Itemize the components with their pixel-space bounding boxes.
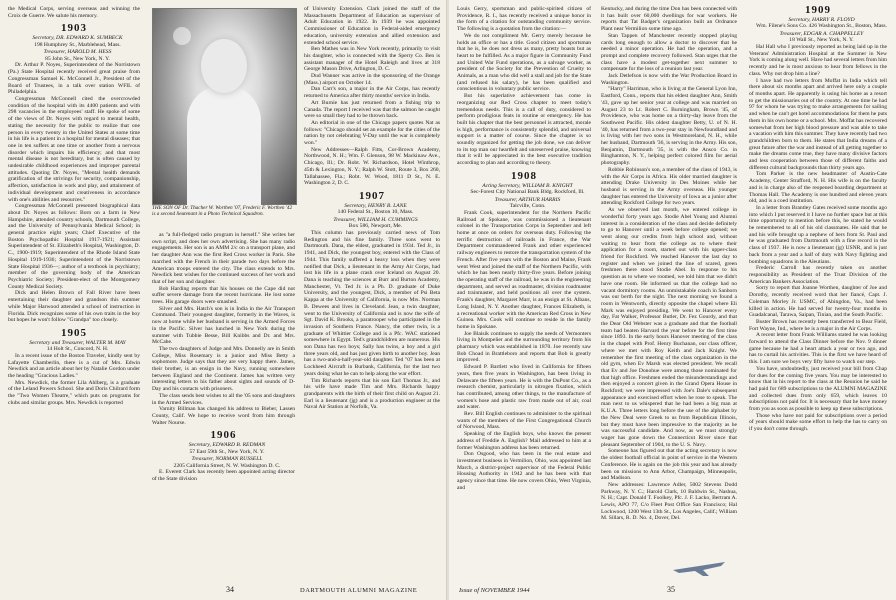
paragraph: Congressman McConnell presented biographical data about Dr. Noyes as follows: Born on a farm in New Hampshire, attended country schools, Dartmouth College, and the University of Pennsylvania Medical School; in general practice eight years; Chief Executive of the Boston Psychopathic Hospital 1917-1921; Assistant Superintendent of St. Elizabeth's Hospital, Washington, D. C., 1900-1919; Superintendent of the Rhode Island State Hospital 1919-1936; Superintendent of the Norristown State Hospital 1936—; author of a textbook in psychiatry; member of the governing body of the American Psychiatric Society; President-elect of the Montgomery County Medical Society. — [8, 203, 142, 290]
paragraph: Rev. Bill English continues to administer to the spiritual wants of the members of the First Congregational Church of Norwood, Mass. — [457, 411, 593, 431]
paragraph: of University Extension. Clark joined the staff of the Massachusetts Department of Education as supervisor of Adult Education in 1922. In 1939 he was appointed Commissioner of Education in Federal-aided emergency education, university extension and allied extension and extended school service. — [304, 6, 442, 46]
secretary-line: Secretary, HENRY B. LANE — [344, 202, 407, 209]
secretary-line: Secretary and Treasurer, WALTER M. MAY — [29, 339, 126, 346]
secretary-line: Acting Secretary, WILLIAM B. KNIGHT — [482, 182, 573, 189]
paragraph: Dud Wanner was active in the sponsoring of the Orange (Mass.) airport on October 14. — [304, 73, 442, 86]
photo-caption: THE SON OF Dr. Thacher W. Worthen '07, Frederic F. Worthen '42 is a second lieutenant in a Photo Technical Squadron. — [152, 205, 293, 218]
paragraph: Don Osgood, who has been in the real estate and investment business in Vermilion, Ohio, was appointed last March, a district-project supervisor of the Federal Public Housing Authority in 1942 and he has been with that agency since that time. He now covers Ohio, West Virginia, and — [457, 451, 593, 491]
secretary-address: Wm. Filene's Sons Co. 426 Washington St., Boston, Mass. — [756, 23, 887, 30]
paragraph: Jack Detlefson is now with the War Production Board in Washington. — [601, 73, 739, 86]
paragraph: Sorry to report that Joanne Worthen, daughter of Joe and Dorothy, recently received word that her fiancé, Capt. J. Coleman Morley Jr. USMC, of Abingdon, Va., had been killed in action. He had served for twenty-four months in Guadalcanal, Tarawa, Saipan, Tinian, and the South Pacific. — [749, 285, 889, 319]
treasurer-address: 85 John St., New York, N. Y. — [45, 55, 110, 62]
secretary-line: Secretary, HARRY R. FLOYD — [788, 16, 855, 23]
page-number-left: 34 — [226, 585, 234, 594]
paragraph: An editorial in one of the Chicago papers quotes Nat as follows: "Chicago should set an example for the cities of the nation by not celebrating V-Day until the war is completely won." — [304, 119, 442, 147]
photo-figure-body — [187, 85, 261, 205]
treasurer-line: Treasurer, NORMAN RUSSELL — [191, 456, 263, 463]
paragraph: Kentucky, and during the time Don has been connected with it has built over 60,000 dwellings for war workers. He reports that Tat Badger's organization built an Ordnance Plant near Vermilion some time ago. — [601, 6, 739, 33]
secretary-address: 14 Holt St., Concord, N. H. — [46, 346, 109, 353]
paragraph: The class sends best wishes to all the '05 sons and daughters in the Armed Services. — [152, 392, 297, 406]
treasurer-address: 18 Wall St., New York, N. Y. — [789, 37, 854, 44]
right-column-1 — [457, 6, 591, 491]
paragraph: Mrs. Newdick, the former Lila Ahlberg, is a graduate of the Leland Powers School. She and Doris Chilrard form the "Two Women Theatre," which puts on programs for clubs and similar groups. Mrs. Newdick is reported — [8, 379, 142, 406]
right-page — [449, 0, 896, 600]
paragraph: Buster Brown has recently been transferred to Bear Field, Fort Wayne, Ind., where he is a major in the Air Corps. — [749, 318, 889, 332]
class-heading-1907: 1907 — [359, 189, 385, 202]
treasurer-address: Talcville, Conn. — [509, 203, 546, 210]
paragraph: Frank Cook, superintendent for the Northern Pacific Railroad at Spokane, was commissioned a lieutenant colonel in the Transportation Corps in September and left home at once on orders for overseas duty. Following the terrific destruction of railroads in France, the War Department commandeered Frank and other experienced railway engineers to restore the transportation system of the French. After five years with the Boston and Maine, Frank went West and joined the staff of the Northern Pacific, with which he has been nearly thirty-five years. Before joining the operating staff of the railroad, he was in the engineering department, and served as roadmaster, division roadmaster and trainmaster, and held positions all over the system. Frank's daughter, Margaret Marr, is an ensign at St. Albans, Long Island, N. Y. Another daughter, Frances Elizabeth, is a recreational worker with the American Red Cross in New Guinea. Mrs. Cook will continue to reside in the family home in Spokane. — [457, 209, 593, 330]
paragraph: Edward P. Bartlett who lived in California for fifteen years, then five years in Washington, has been living in Delaware the fifteen years. He is with the DuPont Co., as a research chemist, particularly in nitrogen fixation, which has contributed, among other things, to the manufacture of women's hose and plastic raw from made out of air, coal and water. — [457, 364, 593, 411]
left-column-2 — [152, 232, 295, 483]
treasurer-line: Treasurer, WILLIAM H. CUMMINGS — [333, 216, 418, 223]
intro-paragraph: the Medical Corps, serving overseas and winning the Croix de Guerre. We salute his memory. — [8, 6, 142, 19]
treasurer-line: Treasurer, HAROLD M. HESS — [43, 49, 112, 56]
treasurer-line: Treasurer, EDGAR A. CHAPPELLEY — [779, 30, 864, 37]
paragraph: This column has previously carried news of Tom Redington and his fine family. Three sons went to Dartmouth. Dana, the eldest, graduated in 1934. Ted Jr., in 1941, and Dick, the youngest boy, entered with the Class of 1944. This family suffered a heavy loss when they were notified that Dick, a lieutenant in the Army Air Corps, had lost his life in a plane crash over Iceland on August 20. Dana is teaching the sciences at Burr and Burton Academy, Manchester, Vt. Ted Jr. is a Ph. D. graduate of Duke University, and the youngest, Dick, a member of Psi Beta Kappa at the University of California, is now Mrs. Norman B. Dewees and lives in Cleveland. Jean, a twin daughter, went to the University of California and is now the wife of Sgt. David K. Brooks, a paratrooper who participated in the invasion of Southern France. Nancy, the other twin, is a graduate of Whittier College and is a Pfc. WAC stationed somewhere in Egypt. Ted's grandchildren are numerous. His son Dana has two boys; Sally has twins, a boy and a girl three years old, and has just given birth to another boy. Jean has a two-and-a-half-year-old daughter. Ted "07 has been at Lockheed Aircraft in Burbank, California, for the last two years doing what he can to help along the war effort. — [304, 230, 442, 377]
paragraph: Varnity Billman has changed his address to Bieber, Lassen County, Calif. We hope to receive word from him through Walter Nourse. — [152, 406, 297, 426]
paragraph: In a letter from Brantley Gates received some months ago into which I put reserved it I have no further space but at this time opportunity to mention before this, he stated he would be remembered to all of his old classmates. He said that he and his wife brought up a nephew of hers from St. Paul and he was graduated from Dartmouth with a fine record in the class of 1937. He is now a lieutenant (jg) USNR, and is just back from a year and a half of duty with Navy fighting and bombing squadrons in the Aleutians. — [749, 204, 889, 265]
paragraph: Someone has figured out that the acting secretary is now the oldest football official in point of service in the Western Conference. He is again on the job this year and has already been on missions to Ann Arbor, Champaign, Minneapolis, and Madison. — [601, 448, 739, 482]
paragraph: Speaking of the English boys, who knows the present address of Freddie A. English? Mail addressed to him at a former Washington address has been returned. — [457, 431, 593, 451]
class-heading-1908: 1908 — [511, 169, 537, 182]
paragraph: Dan Carr's son, a major in the Air Corps, has recently returned to America after thirty months' service in India. — [304, 86, 442, 100]
paragraph: Louis Gerry, sportsman and public-spirited citizen of Providence, R. I., has recently received a unique honor in the form of a citation for outstanding community service. The following is a quotation from the citation:— — [457, 6, 593, 33]
treasurer-address: 2205 California Street, N. W. Washington D. C. — [173, 462, 281, 469]
secretary-line: Secretary, EDWARD B. REDMAN — [188, 442, 266, 449]
paragraph: Silver and Mrs. Hatch's son is in India in the Air Transport Command. Their youngest daughter, formerly in the Waves, is now at home while her husband is serving in the Armed Forces in the Pacific. Silver has lunched in New York during the summer with Tubbie Besse, Bill Knibbs and Dr. and Mrs. McCabe. — [152, 305, 297, 346]
paragraph: Bob Harding reports that his houses on the Cape did not suffer severe damage from the recent hurricane. He lost some trees. His garage doors were smashed. — [152, 285, 297, 306]
paragraph: Joe Blaisik continues to supply the needs of Vermonters living in Montpelier and the surrounding territory from his pharmacy which was established in 1870. Joe recently saw Bob Choad in Brattleboro and reports that Bob is greatly improved. — [457, 330, 593, 364]
secretary-address: 198 Humphrey St., Marblehead, Mass. — [34, 41, 121, 48]
paragraph: You have, undoubtedly, just received your bill from Chap for dues for the coming five years. You may be interested to know that in his report to the class at the Reunion he said he had paid for 689 subscriptions to the ALUMNI MAGAZINE and collected dues from only 659, which leaves 10 subscriptions not paid for. It is necessary that he have money from you as soon as possible to keep up these subscriptions. — [749, 365, 889, 413]
paragraph: Those who have not paid for subscriptions over a period of years should make some effort to help the has to carry on if you don't come through. — [749, 412, 889, 433]
class-heading-1903: 1903 — [61, 22, 87, 35]
secretary-address: 140 Federal St., Boston 10, Mass. — [337, 209, 414, 216]
class-heading-1909: 1909 — [805, 4, 831, 16]
paragraph: Dick and Helen Brown of Fall River have been entertaining their daughter and grandson this summer while Major Harwood attended a school of instruction in Florida. Dick recognizes some of his own traits in the boy but hopes he won't follow "Grandpa" too closely. — [8, 290, 142, 324]
treasurer-address: Box 586, Newport, Me. — [348, 223, 403, 230]
paragraph: as "a full-fledged radio program in herself." She writes her own script, and does her own advertising. She has many radio engagements. Her son is an AMM 2/c on a transport plane, and her daughter Ann was the first Red Cross worker in Paris. She marched with the French in their parade two days before the American troops entered the city. The class extends to Mrs. Newdick best wishes for the continued success of her work and that of her son and daughter. — [152, 232, 297, 285]
secretary-line: Secretary, DR. EDWARD K. SUMBECK — [32, 35, 123, 42]
paragraph: Hal Hall who I previously reported as being laid up in the Veterans' Administration Hospital at the Summer in New York is coming along well. Have had several letters from him recently and he is most anxious to hear from fellows in the class. Why not drop him a line? — [749, 44, 889, 77]
photo-highlight — [173, 27, 191, 45]
secretary-address: Sec-Forest City National Bank Bldg. Rockford, Ill. — [470, 189, 585, 196]
paragraph: In a recent issue of the Boston Traveler, kindly sent by Lafayette Chamberlin, there is a cut of Mrs. Edwin Newdick and an article about her by Natalie Gordon under the heading "Gracious Ladies." — [8, 352, 142, 379]
paragraph: Ben Mathes was in New York recently, primarily to visit his daughter, who is connected with the Sperry Co. Ben is assistant manager of the Hotel Raleigh and lives at 318 George Mason Drive, Arlington, D. C. — [304, 46, 442, 73]
paragraph: Tom Parker is the new headmaster of Austin-Cate Academy, Center Strafford, N. H. His wife is on the faculty and is in charge also of the reopened boarding department at Thomas Hall. The Academy is one hundred and eleven years old, and is a coed institution. — [749, 171, 889, 205]
paragraph: Frederic Carroll has recently taken on another responsibility as President of the Trust Division of the American Bankers Association. — [749, 265, 889, 285]
paragraph: But his superlative achievement has come in reorganizing our Red Cross chapter to meet today's tremendous needs. This is a call of duty, considered to perform prodigious feats in routine or emergency. He has built his chapter that the best personnel is attracted, morale is high, performance is consistently splendid, and universal support is a matter of course. Since the chapter is so soundly organized for getting the job done, we can deliver to its top man our heartfelt and unreserved praise, knowing that it will be appreciated in the best executive tradition according to plan and according to theory. — [457, 93, 593, 167]
class-heading-1906: 1906 — [210, 429, 237, 442]
paragraph: New Addresses—Ralph Fitts, Cor-Brown Academy, Northwood, N. H.; Wm. F. Glenson, 98 W. Mackinaw Ave., Chicago, Ill.; Dr. Robt. W. Richardson, Hotel Winthrop, 45th & Lexington, N. Y.; Ralph W. Stott, Route 3, Box 260, Tallahassee, Fla.; Robt. W. Wood, 1811 D St., N. E. Washington 2, D. C. — [304, 146, 442, 187]
treasurer-line: Treasurer, ARTHUR HARRIS — [494, 196, 561, 203]
paragraph: Tim Richards reports that his son Earl Thomas Jr., and his wife have made Tim and Mrs. Richards happy grandparents with the birth of their first child on August 21. Earl is a lieutenant (jg) and is a production engineer at the Naval Air Station at Norfolk, Va. — [304, 377, 442, 411]
paragraph: The two daughters of Judge and Mrs. Donnelly are in Smith College, Miss Rosemary is a junior and Miss Betty a sophomore. Judge says that they are very happy there. James, their brother, is an ensign in the Navy, running somewhere between England and the Continent. James has written very interesting letters to his father about sights and sounds of D-Day and his contacts with prisoners. — [152, 345, 297, 393]
decorative-plane-icon — [669, 556, 729, 580]
paragraph: New addresses: Lawrence Adler, 5002 Stevens Dodd Parkway, N. Y. C.; Harold Clark, 10 Baldwin St., Nashua, N. H.; Capt. Donald T. Foolkey, Pfc. J. F. Lacko, Bertram A. Lewis, APO 77, C/o Fleet Post Office San Francisco; Hal Lockwood, 1200 West 13th St., Los Angeles, Calif.; William M. Sillars, R. D. No. 4, Dover, Del. — [601, 481, 739, 522]
left-column-1 — [8, 6, 140, 406]
page-number-right: 35 — [667, 585, 675, 594]
magazine-footer: DARTMOUTH ALUMNI MAGAZINE — [300, 587, 418, 594]
paragraph: I have had two letters from Moffat in India which tell there about six months apart and arrived here only a couple of months apart. He apparently is using his home as a resort to get the missionaries out of the country. At one time he had 97 for whom he was trying to make arrangements for sailing and when he can't get hotel accommodations for them he puts them in his own home or a school. Mrs. Moffat has recovered somewhat from her high blood pressure and was able to take a vacation with him this summer. They have recently had two grandchildren born to them. He states that India dreams of a great future after the war and instead of all getting together to make the dreams come true, they have many divisive factors and less cooperation between those of different faiths and different cultural backgrounds than thirty years ago. — [749, 77, 889, 171]
paragraph: We do not compliment Mr. Gerry merely because he holds an office or has a title. Good citizen and sportsman that he is, he does not dress as many, pretty boasts but as heart to be fulfilled. As a major figure in Community Fund and United War Fund operations, as a salvage worker, as president of the Society for the Prevention of Cruelty to Animals, as a man who did well a stall and job for the State (and refused his salary), he has been qualified and conscientious in voluntary public service. — [457, 32, 593, 93]
paragraph: E. Everett Clark has recently been appointed acting director of the State division — [152, 469, 297, 483]
paragraph: "Harry" Harriman, who is living at the General Lyon Inn, Eastford, Conn., reports that his eldest daughter Ann, Smith '43, gave up her senior year at college and was married on August 23 to Lt. Robert C. Burningham, Brown '45, of Providence, who was home on a thirty-day leave from the Southwest Pacific. His oldest daughter Betty, U. of N. H. '40, has returned from a two-year stay in Newfoundland and is living with her two sons in Westmoreland, N. H., while her husband, Dartmouth '36, is serving in the Army. His son, Benjamin, Dartmouth '35, is with the Ansco Co. in Binghamton, N. Y., helping perfect colored film for aerial photography. — [601, 86, 739, 167]
paragraph: Dr. Arthur P. Noyes, Superintendent of the Norristown (Pa.) State Hospital recently received great praise from Congressman Samuel K. McConnell Jr., President of the Board of Trustees, in a talk over station WFIL of Philadelphia. — [8, 62, 142, 96]
issue-footer: Issue of NOVEMBER 1944 — [459, 587, 530, 594]
paragraph: Congressman McConnell cited the overcrowded condition of the hospital with its 4400 patients and with 298 vacancies in the employees' staff. He spoke of some of the views of Dr. Noyes with regard to mental health, stating the necessity for the public to realize that one person in every twenty in the United States at some time in his life is a patient in a hospital for mental diseases; that one in ten suffers at one time or another from a nervous disorder which impairs his efficiency; and that most mental disease is not hereditary, but is often caused by undesirable childhood experiences and improper parental attitudes. Quoting Dr. Noyes, "Mental health demands gratification of the strivings for security, companionship, affection, satisfaction in work and play, and attainment of individual development and creativeness in accordance with one's abilities and resources." — [8, 96, 142, 203]
right-column-2 — [601, 6, 737, 522]
paragraph: Robbie Robinson's son, a member of the class of 1943, is with the Air Corps in Africa. His older married daughter is attending Drake University in Des Moines while her husband is serving in the Army overseas. His younger daughter has entered the University of Iowa as a junior after attending Rockford College for two years. — [601, 166, 739, 207]
photo-figure-head — [201, 39, 247, 93]
paragraph: Art Burnie has just returned from a fishing trip to Canada. The report I received was that the salmon he caught were so small they had to be thrown back. — [304, 99, 442, 120]
secretary-address: 57 East 59th St., New York, N. Y. — [189, 448, 265, 455]
paragraph: Stan Tappen of Manchester recently stopped playing cards long enough to allow a doctor to discover that he needed a minor operation. He had the operation, and a prompt and complete recovery followed. Stan urges that the class have a modest get-together next summer to compensate for the loss of a reunion last year. — [601, 32, 739, 73]
left-column-3 — [304, 6, 440, 411]
paragraph: A recent letter from Frank Williams stated he was looking forward to attend the Class Dinner before the Nov. 9 dinner game because he had a heart attack a year or two ago, and has to curtail his activities. This is the first we have heard of this. I am sure we boys very fifty have to watch our step. — [749, 332, 889, 366]
portrait-photo — [152, 8, 297, 205]
left-page — [0, 0, 447, 600]
class-heading-1905: 1905 — [61, 326, 87, 339]
paragraph: As we observed last month, we entered college in wonderful forty years ago. Stodie Abel Young and Alumni interest in a consideration of the class and decide definitely to go to Hanover until a week before college opened; we went along our credits from high school and, without waiting to hear from the college as to where their application for a room, started out with his upper-class friend for Rockford. We reached Hanover the last day to register and when we joined the line of scared, green freshmen there stood Stodie Abel. In response to his question as to where we roomed, we told him that we didn't have one room. He informed us that the college had no vacant dormitory rooms. An unmistakable coach in Sanborn was our berth for the night. The next morning we found a room in Wentworth, directly opposite the chapel where Eli Mark was enjoyed presiding. We went to Hanover every day, Fat Walker, Professor Butler, Dr. Fez Gourdy, and that the Dear Old Webster was a graduate and that the football team had beaten Harvard the year before for the first time since 1893. In the early hours Hanover meeting of the class in the chapel with Prof. Henry Buchanan, our class officer, where we met with Roy Keith and Jack Knight. We remember the first meeting of the class organization in the old gym, when Ev Marsh was elected president. We recall that Ev and Joe Donohue were among those nominated for that high office. Freshmen ended the misunderstandings and then enjoyed a concert given in the Grand Opera House in Rockford; we were impressed with Joe's Dale's subsequent appearance and exercised effort when he rose to speak. The man next to us whispered that he had been a big man at K.U.A. Three letters long before the use of the alphabet by the New Deal were Greek to us from Republican Illinois, but they must have been impressive to the majority as he was successful candidate. And now, as we must strongly wager has gone down the Connecticut River since that pleasant September of 1904, to the U. S. Navy. — [601, 207, 739, 448]
right-column-3 — [749, 6, 887, 433]
